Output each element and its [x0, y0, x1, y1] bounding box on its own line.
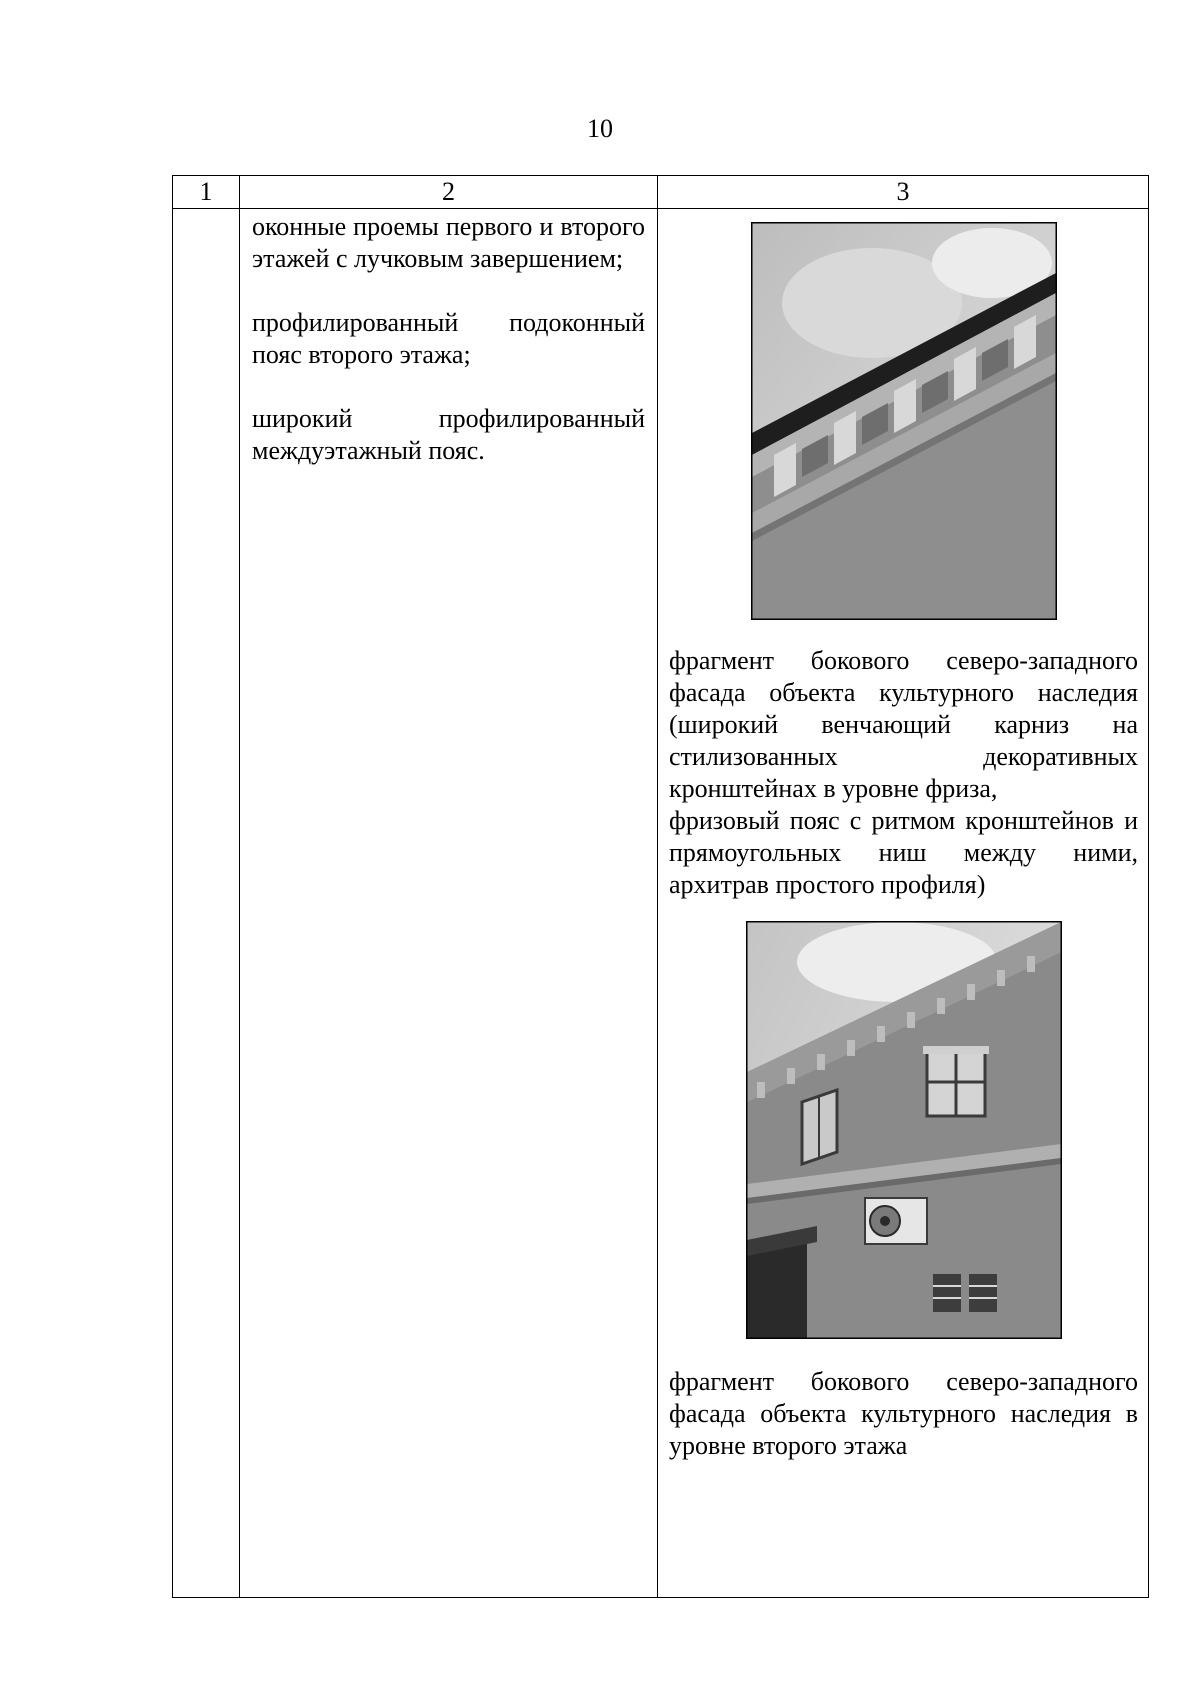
heritage-table [172, 175, 1149, 1598]
description-paragraph-interfloor-belt: широкий профилированный междуэтажный пояс. [252, 404, 645, 465]
cornice-photo [751, 222, 1057, 620]
second-floor-photo [746, 921, 1062, 1339]
description-paragraph-sill-belt: профилированный подоконный пояс второго этажа; [252, 308, 645, 369]
photo-caption-second-floor: фрагмент бокового северо-западного фасада объекта культурного наследия в уровне второго этажа [669, 1367, 1138, 1460]
row-number-cell [173, 209, 240, 1598]
description-paragraph-windows: оконные проемы первого и второго этажей с лучковым завершением; [252, 212, 645, 273]
caption-line-1: фрагмент бокового северо-западного фасада объекта культурного наследия (широкий венчающий карниз на стилизованных декоративных кронштейнах в уровне фриза, [669, 646, 1138, 803]
table-row [173, 209, 1149, 1598]
column-header-1: 1 [173, 176, 240, 209]
page-number: 10 [587, 114, 613, 143]
table-header-row [173, 176, 1149, 209]
column-header-2: 2 [240, 176, 658, 209]
photo-cell [658, 209, 1149, 1598]
photo-caption-cornice [669, 645, 1138, 901]
column-header-3: 3 [658, 176, 1149, 209]
description-cell [240, 209, 658, 1598]
caption-line-2: фризовый пояс с ритмом кронштейнов и прямоугольных ниш между ними, архитрав простого профиля) [669, 806, 1138, 899]
